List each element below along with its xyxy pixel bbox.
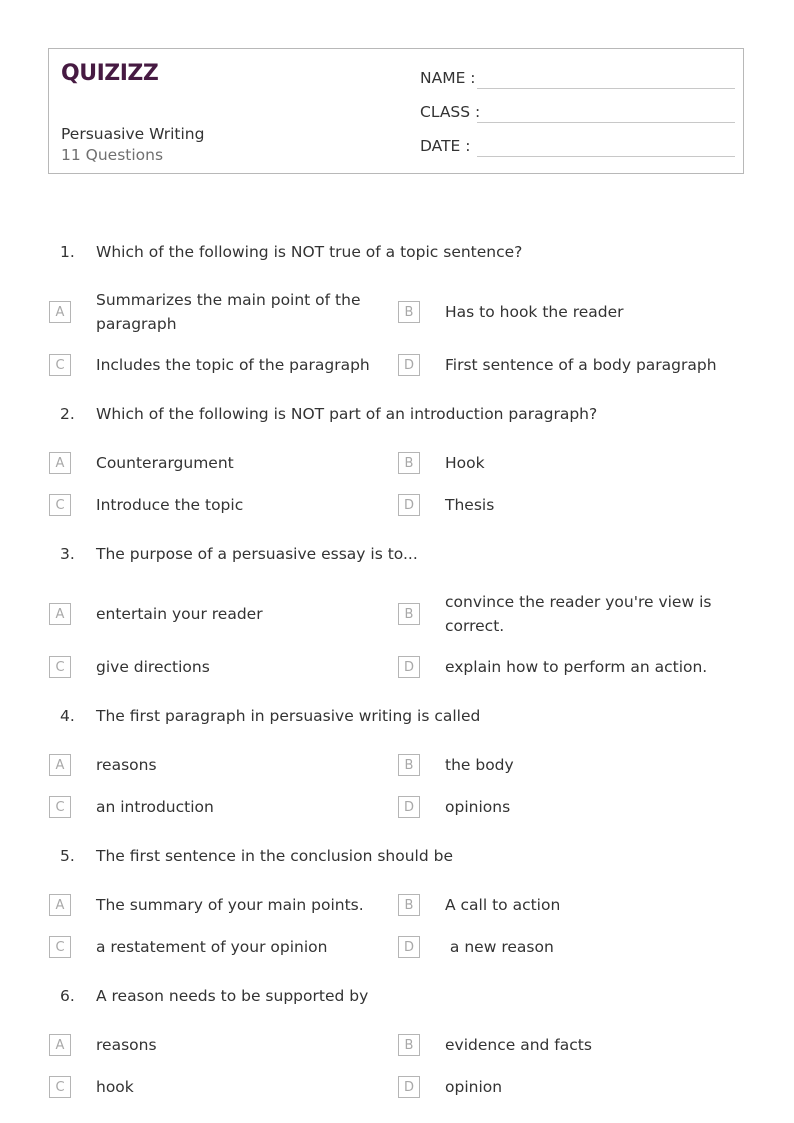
question-number: 1.	[60, 243, 75, 261]
option-letter-c[interactable]: C	[49, 936, 71, 958]
question-number: 5.	[60, 847, 75, 865]
option-text: evidence and facts	[445, 1036, 592, 1054]
worksheet-title: Persuasive Writing	[61, 125, 205, 143]
worksheet-header	[48, 48, 744, 174]
option-letter-d[interactable]: D	[398, 1076, 420, 1098]
class-field[interactable]	[420, 99, 735, 123]
option-letter-c[interactable]: C	[49, 656, 71, 678]
option-text: Thesis	[445, 496, 495, 514]
option-letter-c[interactable]: C	[49, 1076, 71, 1098]
question-text: The first sentence in the conclusion should be	[96, 847, 453, 865]
option-letter-d[interactable]: D	[398, 656, 420, 678]
date-label: DATE :	[420, 137, 471, 155]
question-count: 11 Questions	[61, 146, 164, 164]
question-number: 6.	[60, 987, 75, 1005]
question-number: 2.	[60, 405, 75, 423]
option-text: Has to hook the reader	[445, 303, 624, 321]
name-field[interactable]	[420, 65, 735, 89]
quizizz-logo: QUIZIZZ	[61, 61, 159, 86]
option-letter-a[interactable]: A	[49, 754, 71, 776]
option-text: reasons	[96, 756, 157, 774]
option-text: hook	[96, 1078, 134, 1096]
option-text: First sentence of a body paragraph	[445, 356, 717, 374]
option-text: Includes the topic of the paragraph	[96, 356, 370, 374]
class-line	[477, 122, 735, 123]
option-text: Counterargument	[96, 454, 234, 472]
question-text: The purpose of a persuasive essay is to...	[96, 545, 418, 563]
option-letter-b[interactable]: B	[398, 754, 420, 776]
question-text: A reason needs to be supported by	[96, 987, 369, 1005]
option-letter-b[interactable]: B	[398, 894, 420, 916]
option-text: A call to action	[445, 896, 561, 914]
option-text: The summary of your main points.	[96, 896, 364, 914]
option-letter-d[interactable]: D	[398, 936, 420, 958]
option-text: opinions	[445, 798, 511, 816]
option-text: entertain your reader	[96, 605, 263, 623]
option-text: an introduction	[96, 798, 214, 816]
option-text: explain how to perform an action.	[445, 658, 708, 676]
name-line	[477, 88, 735, 89]
option-letter-b[interactable]: B	[398, 301, 420, 323]
option-text: give directions	[96, 658, 210, 676]
option-letter-d[interactable]: D	[398, 354, 420, 376]
class-label: CLASS :	[420, 103, 481, 121]
option-text: a new reason	[445, 938, 554, 956]
option-letter-b[interactable]: B	[398, 1034, 420, 1056]
option-letter-a[interactable]: A	[49, 894, 71, 916]
question-text: Which of the following is NOT true of a topic sentence?	[96, 243, 523, 261]
date-field[interactable]	[420, 133, 735, 157]
question-number: 3.	[60, 545, 75, 563]
option-text: Summarizes the main point of the paragraph	[96, 291, 361, 333]
name-label: NAME :	[420, 69, 476, 87]
option-letter-b[interactable]: B	[398, 452, 420, 474]
option-text: reasons	[96, 1036, 157, 1054]
option-letter-a[interactable]: A	[49, 452, 71, 474]
option-letter-d[interactable]: D	[398, 494, 420, 516]
option-text: a restatement of your opinion	[96, 938, 328, 956]
option-letter-d[interactable]: D	[398, 796, 420, 818]
option-letter-c[interactable]: C	[49, 354, 71, 376]
option-letter-a[interactable]: A	[49, 301, 71, 323]
option-letter-c[interactable]: C	[49, 796, 71, 818]
option-text: the body	[445, 756, 514, 774]
date-line	[477, 156, 735, 157]
question-text: Which of the following is NOT part of an introduction paragraph?	[96, 405, 598, 423]
option-text: opinion	[445, 1078, 503, 1096]
question-number: 4.	[60, 707, 75, 725]
option-letter-c[interactable]: C	[49, 494, 71, 516]
option-text: Hook	[445, 454, 485, 472]
option-text: Introduce the topic	[96, 496, 244, 514]
option-letter-b[interactable]: B	[398, 603, 420, 625]
option-text: convince the reader you're view is correct.	[445, 593, 712, 635]
question-text: The first paragraph in persuasive writing is called	[96, 707, 481, 725]
option-letter-a[interactable]: A	[49, 603, 71, 625]
option-letter-a[interactable]: A	[49, 1034, 71, 1056]
